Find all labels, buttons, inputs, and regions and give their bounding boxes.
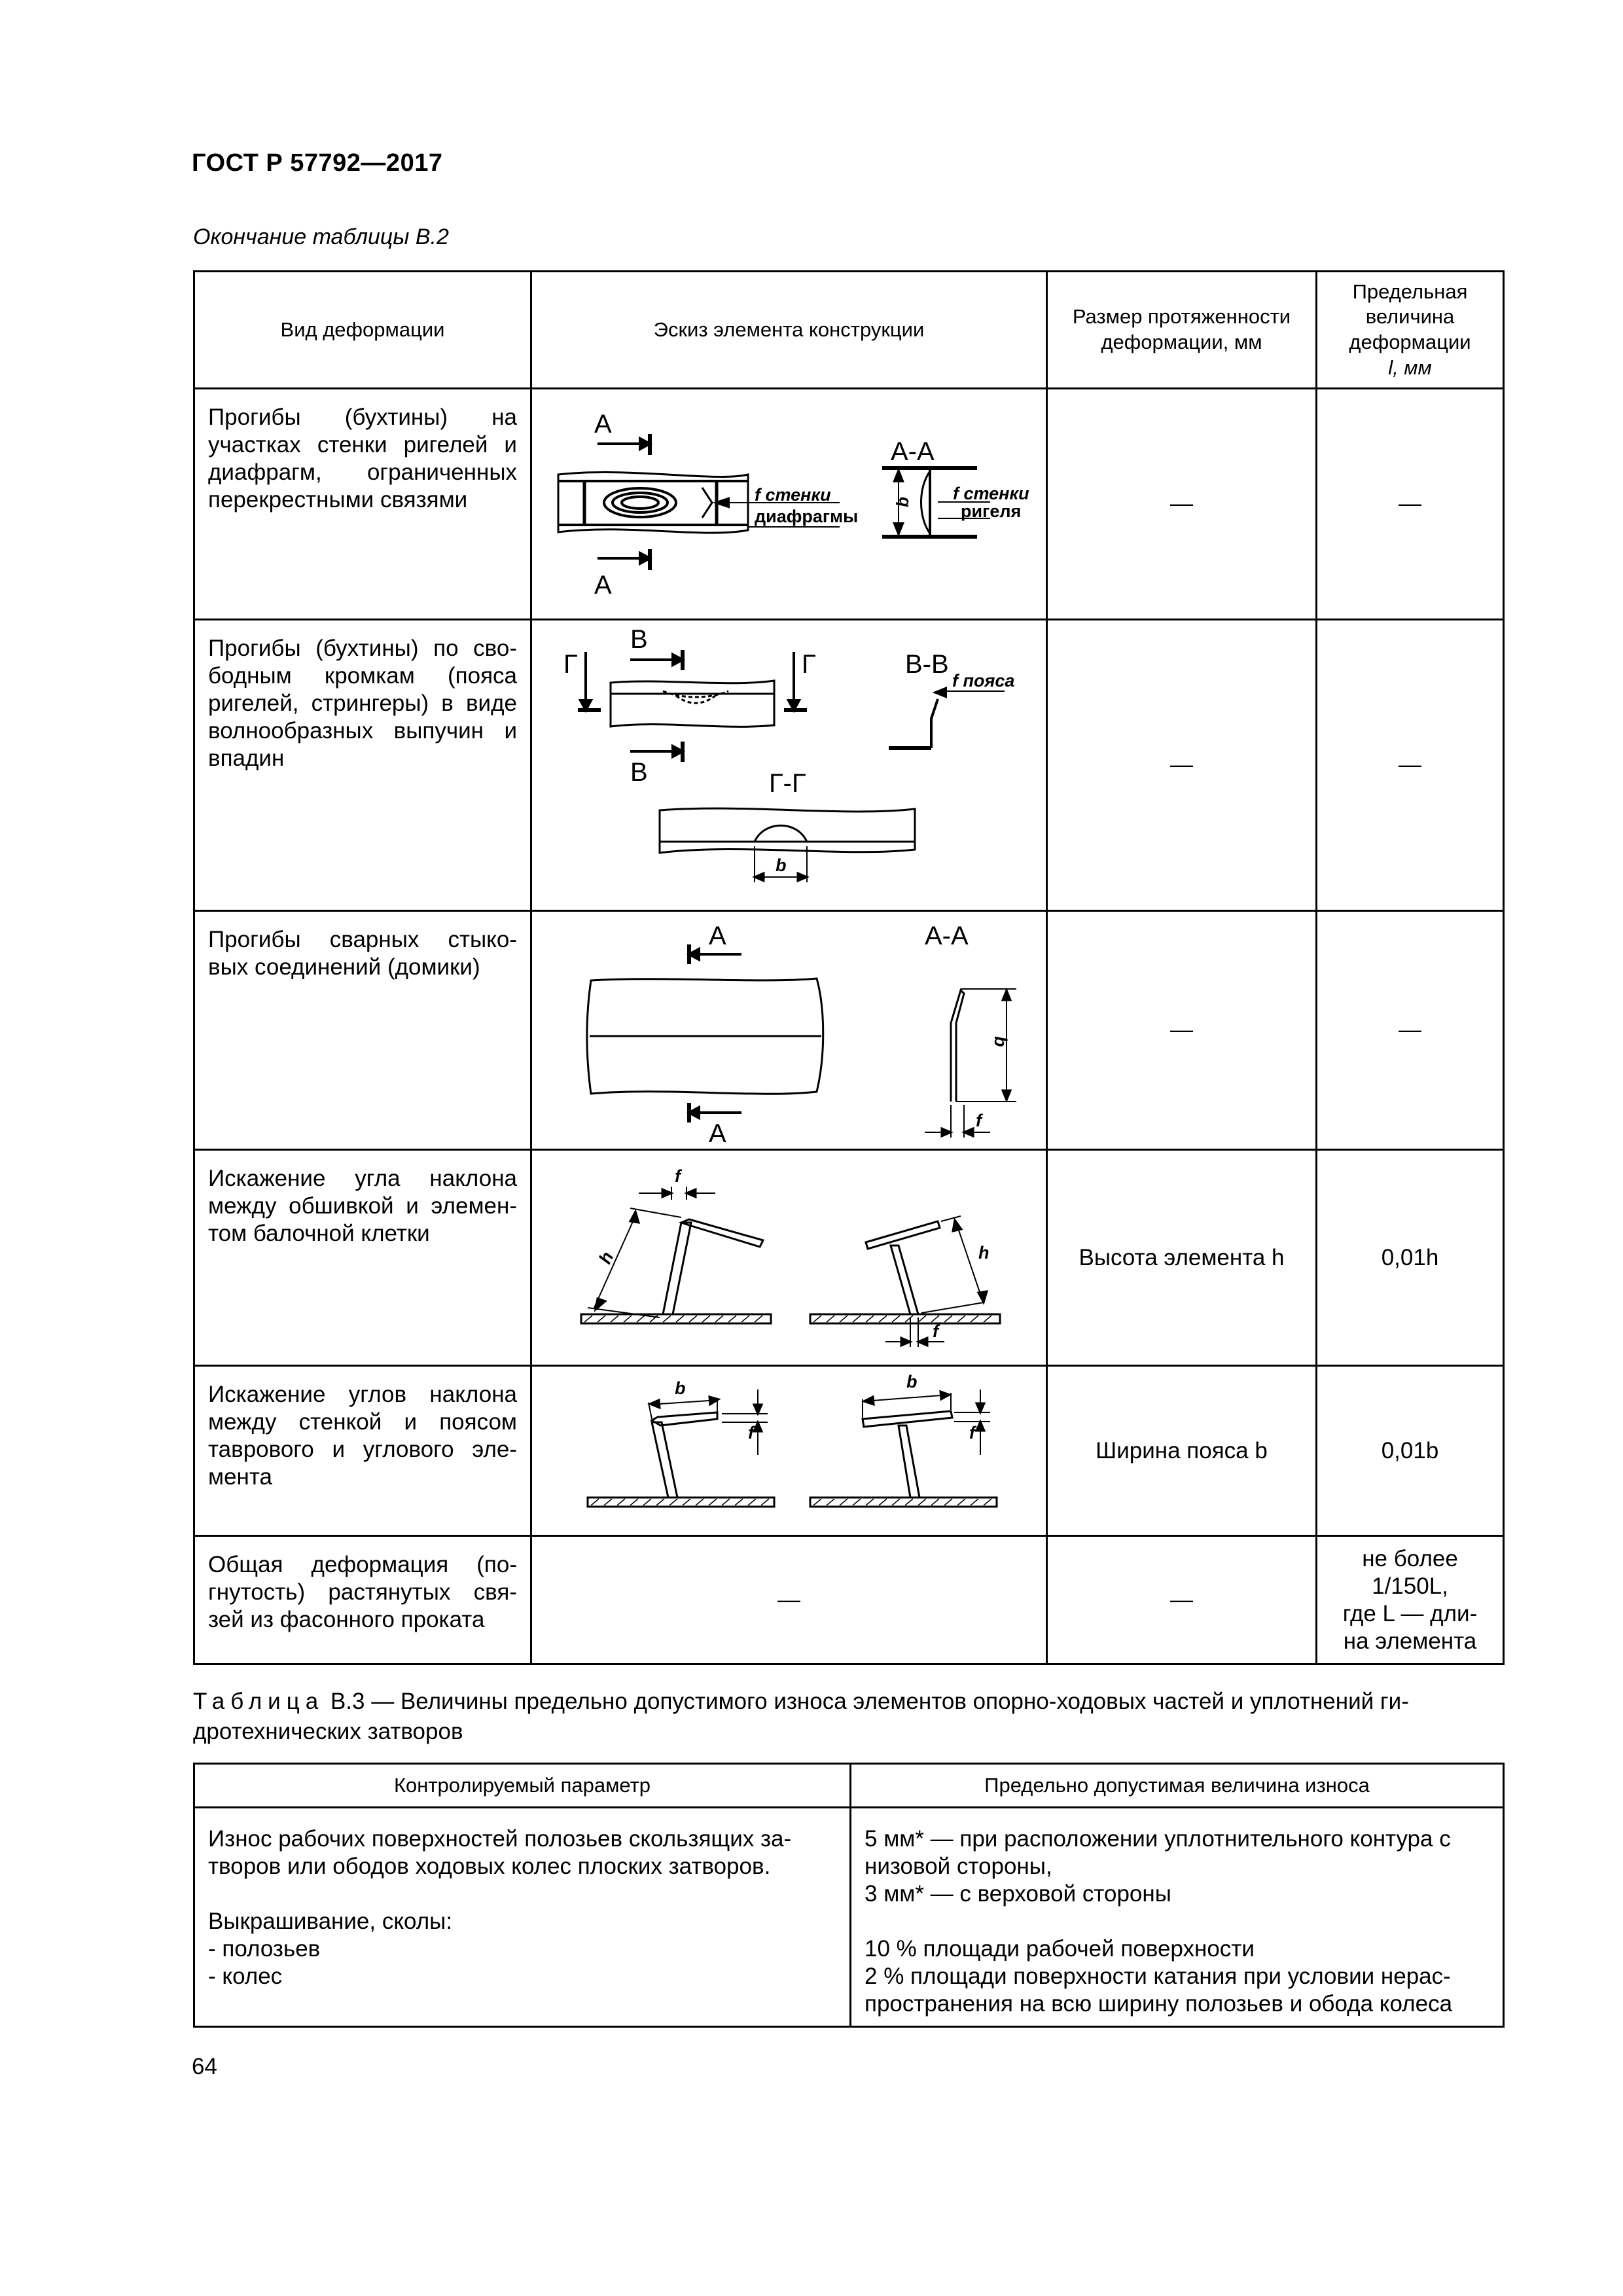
sketch-flange-angle — [532, 1367, 1048, 1537]
label-h-left: h — [595, 1248, 618, 1267]
size-text: Высота элемента h — [1079, 1244, 1285, 1270]
col-header-parameter: Контролируемый параметр — [194, 1764, 851, 1808]
size-cell: — — [1047, 620, 1317, 911]
table-row — [194, 389, 1504, 620]
page-number: 64 — [192, 2054, 217, 2079]
label-b-left: b — [675, 1378, 686, 1398]
table-continuation-caption: Окончание таблицы В.2 — [193, 224, 449, 249]
sketch-edge-waves — [532, 620, 1048, 912]
row-description: Искажение угла наклона между обшивкой и элемен- том балочной клетки — [194, 1150, 531, 1366]
label-f-web-girder: f стенки — [953, 484, 1029, 503]
label-f: f — [976, 1111, 982, 1130]
sketch-cell — [531, 1366, 1047, 1536]
section-mark-a-top: А — [709, 922, 726, 950]
table-row — [194, 1808, 1504, 2027]
caption-text-cont: дротехнических затворов — [193, 1719, 463, 1744]
col-header-size: Размер протяженности деформации, мм — [1047, 272, 1317, 389]
size-cell — [1047, 1366, 1317, 1536]
spacer — [865, 1908, 1492, 1935]
sketch-skin-angle — [532, 1151, 1048, 1367]
col-header-deformation-type: Вид деформации — [194, 272, 531, 389]
sketch-cell — [531, 389, 1047, 620]
sketch-web-bulge — [532, 389, 1048, 620]
text-line: 10 % площади рабочей поверхности — [865, 1936, 1255, 1962]
sketch-cell — [531, 1150, 1047, 1366]
text-line: - колес — [208, 1964, 283, 1989]
table-row — [194, 911, 1504, 1150]
section-mark-v-bottom: В — [630, 758, 648, 787]
limit-line: не более — [1362, 1545, 1458, 1571]
table-row — [194, 1366, 1504, 1536]
text-line: 3 мм* — с верховой стороны — [865, 1881, 1171, 1907]
section-title-aa: А-А — [925, 922, 969, 950]
label-f-web: f стенки — [755, 485, 831, 505]
row-description: Общая деформация (по- гнутость) растянутых свя- зей из фасонного проката — [194, 1536, 531, 1664]
size-cell — [1047, 1150, 1317, 1366]
label-girder: ригеля — [961, 501, 1022, 521]
table-word: Таблица — [193, 1689, 325, 1714]
label-f-flange: f пояса — [952, 671, 1015, 691]
table-header-row — [194, 272, 1504, 389]
col-header-sketch: Эскиз элемента конструкции — [531, 272, 1047, 389]
table-header-row — [194, 1764, 1504, 1808]
size-cell: — — [1047, 1536, 1317, 1664]
label-f-left: f — [675, 1166, 681, 1186]
spacer — [208, 1880, 839, 1908]
limit-cell — [1317, 1536, 1504, 1664]
label-f-right: f — [969, 1423, 975, 1443]
section-mark-a-bottom: А — [709, 1119, 726, 1148]
section-mark-v-top: В — [630, 625, 648, 654]
label-b: b — [776, 855, 787, 875]
col-header-limit — [1317, 272, 1504, 389]
limit-cell: 0,01h — [1317, 1150, 1504, 1366]
label-h-right: h — [978, 1243, 990, 1263]
section-mark-g-left: Г — [563, 650, 578, 679]
col-header-wear-limit: Предельно допустимая величина износа — [851, 1764, 1504, 1808]
limit-line: на элемента — [1343, 1628, 1477, 1654]
text-line: 5 мм* — при расположении уплотнительного контура с — [865, 1826, 1451, 1852]
row-description: Прогибы сварных стыко- вых соединений (домики) — [194, 911, 531, 1150]
label-b: b — [893, 497, 912, 507]
text-line: творов или ободов ходовых колес плоских затворов. — [208, 1854, 771, 1879]
section-title-gg: Г-Г — [769, 769, 806, 798]
text-line: - полозьев — [208, 1936, 321, 1962]
table-row — [194, 620, 1504, 911]
sketch-cell — [531, 911, 1047, 1150]
section-title-vv: В-В — [905, 650, 949, 679]
label-b-right: b — [906, 1372, 918, 1391]
section-mark-a-bottom: А — [594, 571, 612, 600]
col-header-limit-unit: l, мм — [1388, 355, 1432, 379]
caption-text: В.3 — Величины предельно допустимого износа элементов опорно-ходовых частей и уплотнений ги- — [324, 1689, 1409, 1714]
label-f-left: f — [748, 1423, 754, 1443]
label-f-right: f — [933, 1321, 938, 1341]
size-text: Ширина пояса b — [1096, 1437, 1268, 1463]
table-b3 — [193, 1763, 1505, 2028]
size-cell: — — [1047, 389, 1317, 620]
limit-line: где L — дли- — [1342, 1600, 1478, 1626]
col-header-limit-text: Предельная величина деформации — [1349, 279, 1471, 353]
limit-line: 1/150L, — [1372, 1573, 1448, 1599]
document-id: ГОСТ Р 57792—2017 — [192, 149, 443, 177]
label-b: b — [991, 1036, 1010, 1047]
sketch-cell — [531, 620, 1047, 911]
sketch-cell: — — [531, 1536, 1047, 1664]
row-description: Прогибы (бухтины) по сво- бодным кромкам (пояса ригелей, стрингеры) в виде волнообразных выпучин и впадин — [194, 620, 531, 911]
table-row — [194, 1536, 1504, 1664]
sketch-butt-weld — [532, 912, 1048, 1151]
limit-cell: — — [1317, 911, 1504, 1150]
wear-limit-cell — [851, 1808, 1504, 2027]
text-line: пространения на всю ширину полозьев и обода колеса — [865, 1991, 1453, 2017]
section-mark-a-top: А — [594, 410, 612, 439]
row-description: Искажение углов наклона между стенкой и поясом таврового и углового эле- мента — [194, 1366, 531, 1536]
text-line: 2 % площади поверхности катания при условии нерас- — [865, 1964, 1451, 1989]
table-b3-caption — [193, 1687, 1503, 1747]
section-title-aa: А-А — [891, 437, 935, 466]
limit-cell: — — [1317, 620, 1504, 911]
size-cell: — — [1047, 911, 1317, 1150]
parameter-cell — [194, 1808, 851, 2027]
label-diaphragm: диафрагмы — [755, 507, 859, 526]
limit-cell: — — [1317, 389, 1504, 620]
row-description: Прогибы (бухтины) на участках стенки ригелей и диафрагм, ограниченных перекрестными связями — [194, 389, 531, 620]
section-mark-g-right: Г — [802, 650, 816, 679]
text-line: Износ рабочих поверхностей полозьев скользящих за- — [208, 1826, 792, 1852]
text-line: Выкрашивание, сколы: — [208, 1909, 453, 1934]
limit-cell: 0,01b — [1317, 1366, 1504, 1536]
text-line: низовой стороны, — [865, 1854, 1052, 1879]
table-row — [194, 1150, 1504, 1366]
table-b2 — [193, 270, 1505, 1665]
